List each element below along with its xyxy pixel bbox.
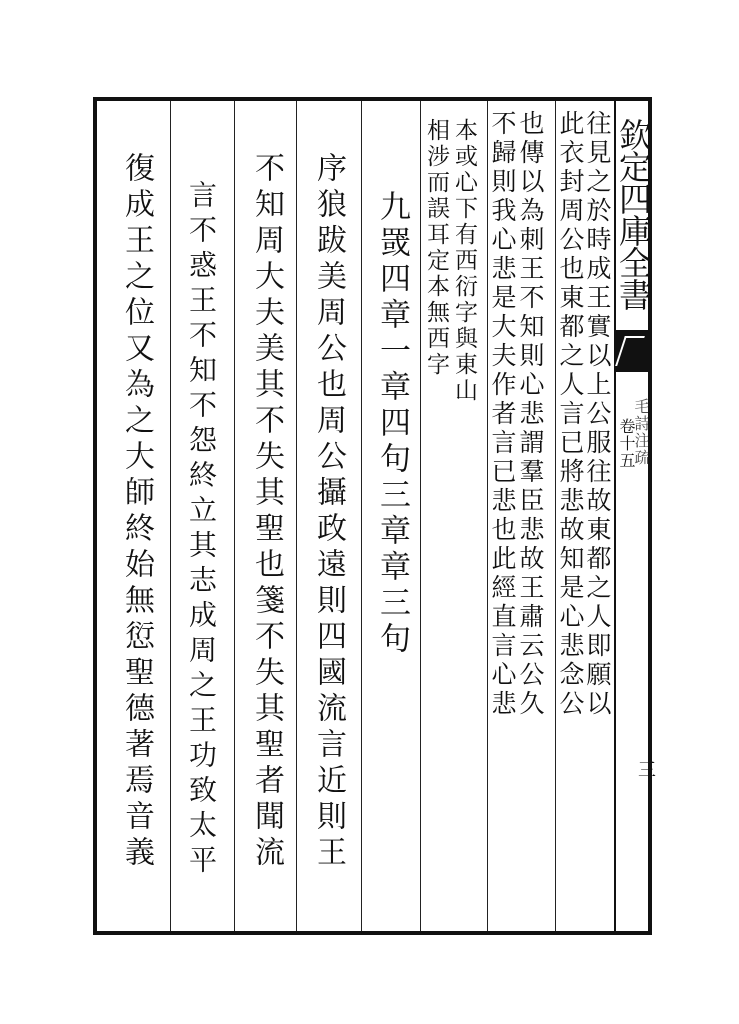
commentary-column: 不歸則我心悲是大夫作者言已悲也此經直言心悲 <box>488 110 517 719</box>
column-rule <box>361 101 362 931</box>
book-title: 欽定四庫全書 <box>614 118 653 310</box>
main-text-column: 不知周大夫美其不失其聖也箋不失其聖者聞流 <box>249 152 284 872</box>
volume-label: 卷十五 <box>617 418 636 469</box>
commentary-column: 往見之於時成王實以上公服往故東都之人即願以 <box>583 110 612 719</box>
note-column: 本或心下有西衍字與東山 <box>451 118 477 404</box>
commentary-column: 也傳以為刺王不知則心悲謂羣臣悲故王肅云公久 <box>516 110 545 719</box>
column-rule <box>296 101 297 931</box>
main-text-column: 言不惑王不知不怨終立其志成周之王功致太平 <box>185 180 218 880</box>
commentary-column: 此衣封周公也東都之人言已將悲故知是心悲念公 <box>556 110 585 719</box>
page-number: 三 <box>635 760 656 778</box>
column-rule <box>170 101 171 931</box>
book-abbrev-label: 毛詩注疏 <box>632 398 651 466</box>
note-column: 相涉而誤耳定本無西字 <box>423 118 449 378</box>
column-rule <box>420 101 421 931</box>
chapter-summary: 九罭四章一章四句三章章三句 <box>374 190 410 658</box>
main-text-column: 序狼跋美周公也周公攝政遠則四國流言近則王 <box>311 152 346 872</box>
main-text-column: 復成王之位又為之大師終始無愆聖德著焉音義 <box>119 152 154 872</box>
column-rule <box>234 101 235 931</box>
